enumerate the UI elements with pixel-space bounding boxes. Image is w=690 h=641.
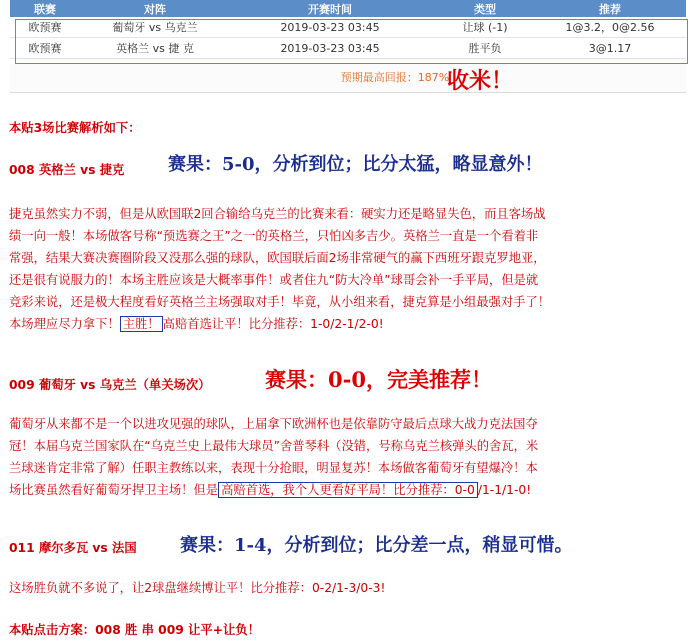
cell-type: 让球 (-1) — [462, 21, 508, 34]
header-pick: 推荐 — [599, 2, 621, 16]
text-line: 常强，结果大赛决赛圈阶段又没那么强的球队，欧国联后面2场非常硬气的赢下西班牙跟克罗地亚， — [9, 251, 546, 265]
cell-time: 2019-03-23 03:45 — [280, 41, 380, 55]
cell-league: 欧预赛 — [28, 42, 62, 55]
cell-time: 2019-03-23 03:45 — [280, 20, 380, 34]
cell-match[interactable]: 英格兰 vs 捷 克 — [116, 42, 194, 55]
shoumi-stamp: 收米！ — [447, 68, 514, 94]
cell-match[interactable]: 葡萄牙 vs 乌克兰 — [112, 21, 198, 34]
max-return — [10, 64, 686, 93]
table-header — [10, 0, 686, 17]
text-segment: /1-1/1-0! — [477, 483, 532, 497]
highlight-box — [15, 19, 688, 64]
match2-result: 赛果：0-0，完美推荐！ — [265, 367, 492, 392]
header-time: 开赛时间 — [308, 2, 352, 16]
cell-pick: 3@1.17 — [588, 41, 632, 55]
boxed-pick: 主胜！ — [120, 316, 163, 332]
match1-analysis — [9, 203, 685, 335]
text-line: 绩一向一般！本场做客号称“预选赛之王”之一的英格兰，只怕凶多吉少。英格兰一直是一个看着非 — [9, 229, 539, 243]
text-line: 葡萄牙从来都不是一个以进攻见强的球队，上届拿下欧洲杯也是依靠防守最后点球大战力克法国夺 — [9, 417, 538, 431]
match2-title: 009 葡萄牙 vs 乌克兰（单关场次） — [9, 378, 211, 392]
match1-result: 赛果：5-0，分析到位；比分太猛，略显意外！ — [168, 154, 543, 175]
text-segment: 本场理应尽力拿下！ — [9, 317, 120, 331]
text-line: 竞彩来说，还是极大程度看好英格兰主场强取对手！毕竟，从小组来看，捷克算是小组最强对手了！ — [9, 295, 551, 309]
text-line — [9, 479, 685, 501]
plan-text: 本贴点击方案：008 胜 串 009 让平+让负！ — [9, 623, 260, 637]
text-segment: 高赔首选让平！比分推荐：1-0/2-1/2-0! — [162, 317, 384, 331]
match3-analysis: 这场胜负就不多说了，让2球盘继续博让平！比分推荐：0-2/1-3/0-3! — [9, 581, 386, 595]
text-line: 捷克虽然实力不弱，但是从欧国联2回合输给乌克兰的比赛来看：硬实力还是略显失色，而且客场战 — [9, 207, 546, 221]
cell-pick: 1@3.2，0@2.56 — [565, 21, 655, 34]
header-league: 联赛 — [34, 2, 56, 16]
cell-league: 欧预赛 — [28, 21, 62, 34]
text-line: 冠！本届乌克兰国家队在“乌克兰史上最伟大球员”舍普琴科（没错，号称乌克兰核弹头的舍瓦，米 — [9, 439, 539, 453]
match3-title: 011 摩尔多瓦 vs 法国 — [9, 541, 137, 555]
text-line — [9, 313, 685, 335]
match2-analysis — [9, 413, 685, 501]
max-return-text: 预期最高回报：187% — [340, 71, 450, 84]
intro-text: 本贴3场比赛解析如下： — [9, 121, 141, 135]
cell-type: 胜平负 — [468, 42, 502, 55]
match1-title: 008 英格兰 vs 捷克 — [9, 163, 125, 177]
boxed-pick: 高赔首选，我个人更看好平局！比分推荐：0-0 — [218, 482, 478, 498]
header-match: 对阵 — [144, 2, 166, 16]
text-line: 还是很有说服力的！本场主胜应该是大概率事件！或者住九“防大冷单”球哥会补一手平局，但是就 — [9, 273, 539, 287]
text-line: 兰球迷肯定非常了解）任职主教练以来，表现十分抢眼，明显复苏！本场做客葡萄牙有望爆冷！本 — [9, 461, 538, 475]
match3-result: 赛果：1-4，分析到位；比分差一点，稍显可惜。 — [180, 535, 573, 556]
header-type: 类型 — [474, 2, 496, 16]
text-segment: 场比赛虽然看好葡萄牙捍卫主场！但是 — [9, 483, 219, 497]
